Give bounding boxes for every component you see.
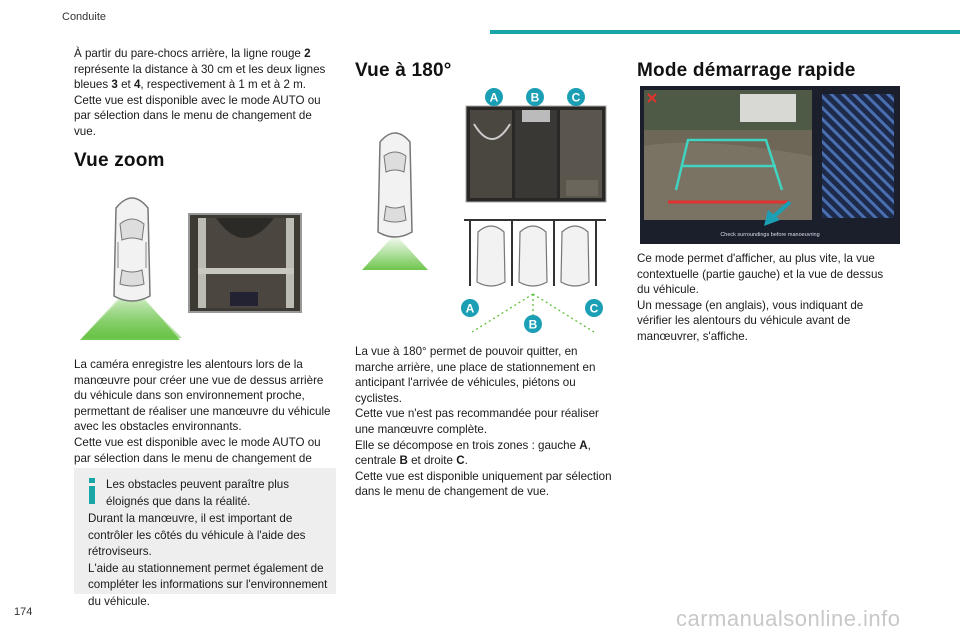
header-accent-bar bbox=[490, 30, 960, 34]
intro-paragraph: À partir du pare-chocs arrière, la ligne rouge 2 représente la distance à 30 cm et les deux lignes bleues 3 et 4, respectivement à 1 m et à 2 m. Cette vue est disponible avec le mode AUTO ou par sélection dans le menu de changement de vue. bbox=[74, 47, 326, 138]
rapid-heading: Mode démarrage rapide bbox=[637, 60, 856, 81]
car-top-icon bbox=[378, 133, 412, 237]
page-number: 174 bbox=[14, 606, 33, 618]
zoom-figure bbox=[80, 184, 320, 340]
info-icon bbox=[86, 478, 98, 504]
label-a-bottom bbox=[461, 299, 479, 317]
svg-text:C: C bbox=[589, 301, 599, 316]
zoom-paragraph: La caméra enregistre les alentours lors de la manœuvre pour créer une vue de dessus arrière du véhicule dans son environnement proche, permettant de réaliser une manœuvre du véhicule avec les obstacles environnants. Cette vue est disponible avec le mode AUTO ou par sélection dans le menu de changement de bbox=[74, 358, 331, 465]
label-c-top bbox=[567, 88, 585, 106]
rapid-paragraph: Ce mode permet d'afficher, au plus vite, la vue contextuelle (partie gauche) et la vue de dessus du véhicule. Un message (en anglais), vous indiquant de vérifier les alentours du véhicule avant de manœuvrer, s'affiche. bbox=[637, 252, 884, 343]
view180-figure bbox=[362, 84, 612, 336]
watermark: carmanualsonline.info bbox=[676, 606, 901, 631]
view180-paragraph: La vue à 180° permet de pouvoir quitter, en marche arrière, une place de stationnement en anticipant l'arrivée de véhicules, piétons ou cyclistes. Cette vue n'est pas recommandée pour réaliser une manœuvre complète. Elle se décompose en trois zones : gauche A, centrale B et droite C. Cette vue est disponible uniquement par sélection dans le menu de changement de vue. bbox=[355, 345, 612, 499]
label-a-text: A bbox=[489, 90, 499, 105]
info-note bbox=[74, 468, 336, 608]
rapid-screen-figure bbox=[640, 86, 900, 244]
note-body: Durant la manœuvre, il est important de contrôler les côtés du véhicule à l'aide des rétroviseurs. L'aide au stationnement permet également de compléter les informations sur l'environnement du véhicule. bbox=[88, 512, 328, 608]
label-c-bottom bbox=[585, 299, 603, 317]
label-b-text: B bbox=[530, 90, 540, 105]
zoom-heading: Vue zoom bbox=[74, 150, 165, 171]
car-top-icon bbox=[114, 198, 150, 301]
view180-heading: Vue à 180° bbox=[355, 60, 452, 81]
section-header: Conduite bbox=[62, 11, 107, 23]
note-line-1: Les obstacles peuvent paraître plus éloignés que dans la réalité. bbox=[106, 478, 290, 508]
svg-text:B: B bbox=[528, 317, 538, 332]
screen-warning-text: Check surroundings before manoeuvring bbox=[720, 232, 820, 238]
label-c-text: C bbox=[571, 90, 581, 105]
label-b-bottom bbox=[524, 315, 542, 333]
label-b-top bbox=[526, 88, 544, 106]
svg-text:A: A bbox=[465, 301, 475, 316]
label-a-top bbox=[485, 88, 503, 106]
